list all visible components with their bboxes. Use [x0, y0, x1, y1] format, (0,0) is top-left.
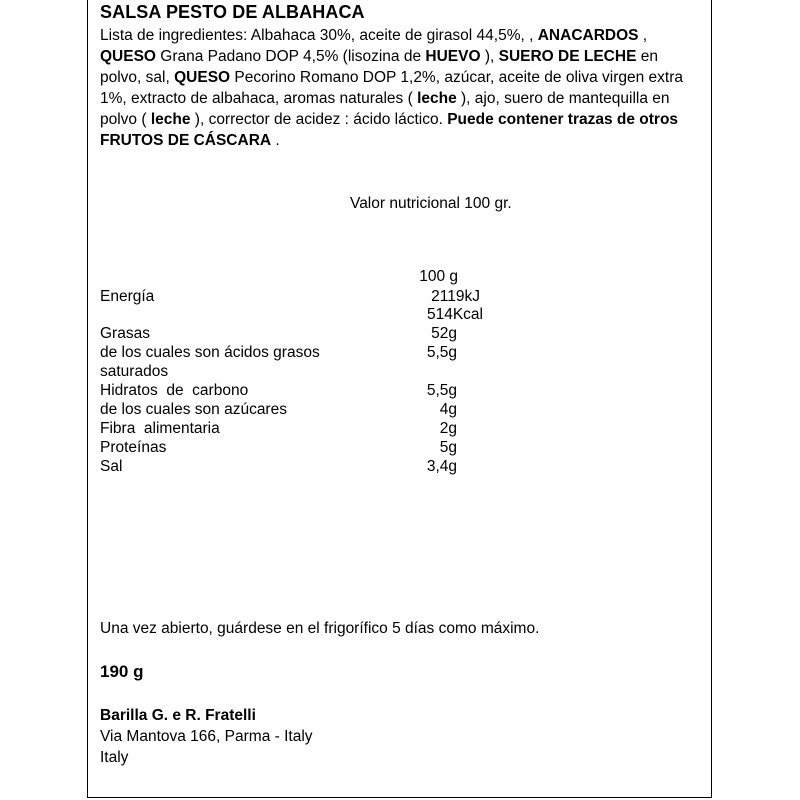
allergen-segment: Puede contener trazas de otros FRUTOS DE CÁSCARA: [100, 111, 679, 149]
nutrition-label: Hidratos de carbono: [100, 382, 249, 399]
nutrition-label: saturados: [100, 363, 169, 380]
ingredient-segment: Pecorino Romano DOP 1,2%, azúcar, aceite de oliva virgen extra 1%, extracto de albahaca, aromas naturales (: [100, 69, 683, 107]
nutrition-label: Sal: [100, 458, 123, 475]
storage-instructions: Una vez abierto, guárdese en el frigorífico 5 días como máximo.: [100, 620, 540, 637]
ingredient-segment: ,: [638, 27, 648, 44]
nutrition-row: [100, 458, 500, 477]
ingredient-segment: ), corrector de acidez : ácido láctico.: [190, 111, 448, 128]
nutrition-value: 2119kJ: [431, 288, 480, 305]
nutrition-value: 5g: [439, 439, 457, 456]
allergen-segment: QUESO: [174, 69, 231, 86]
nutrition-label: de los cuales son azúcares: [100, 401, 287, 418]
allergen-segment: QUESO: [100, 48, 156, 65]
nutrition-value: 514Kcal: [426, 306, 483, 323]
nutrition-label: Energía: [100, 288, 155, 305]
nutrition-label: de los cuales son ácidos grasos: [100, 344, 320, 361]
allergen-segment: HUEVO: [425, 48, 481, 65]
nutrition-row: [100, 363, 500, 382]
nutrition-row: [100, 420, 500, 439]
nutrition-row: [100, 325, 500, 344]
nutrition-row: [100, 439, 500, 458]
nutrition-value: 3,4g: [426, 458, 457, 475]
product-title: SALSA PESTO DE ALBAHACA: [100, 2, 365, 22]
nutrition-row: [100, 382, 500, 401]
nutrition-heading: Valor nutricional 100 gr.: [350, 195, 512, 212]
nutrition-row: [100, 306, 500, 325]
nutrition-label: Grasas: [100, 325, 150, 342]
nutrition-row: [100, 344, 500, 363]
ingredient-segment: .: [271, 132, 280, 149]
nutrition-column-header: 100 g: [419, 268, 458, 285]
nutrition-value: 5,5g: [426, 382, 457, 399]
nutrition-label: Fibra alimentaria: [100, 420, 220, 437]
nutrition-value: 5,5g: [426, 344, 457, 361]
nutrition-label: Proteínas: [100, 439, 167, 456]
nutrition-row: [100, 288, 500, 307]
allergen-segment: leche: [417, 90, 457, 107]
ingredients-list: [100, 25, 700, 151]
nutrition-value: 2g: [439, 420, 457, 437]
nutrition-column-header-row: [100, 268, 500, 287]
allergen-segment: SUERO DE LECHE: [498, 48, 637, 65]
allergen-segment: ANACARDOS: [537, 27, 639, 44]
net-weight: 190 g: [100, 662, 144, 681]
manufacturer-address: Via Mantova 166, Parma - Italy: [100, 728, 313, 745]
nutrition-value: 52g: [431, 325, 457, 342]
ingredient-segment: Lista de ingredientes: Albahaca 30%, aceite de girasol 44,5%, ,: [100, 27, 538, 44]
ingredient-segment: en polvo, sal,: [100, 48, 658, 86]
ingredient-segment: ), ajo, suero de mantequilla en polvo (: [100, 90, 670, 128]
ingredient-segment: Grana Padano DOP 4,5% (lisozina de: [155, 48, 426, 65]
manufacturer-country: Italy: [100, 749, 129, 766]
manufacturer-name: Barilla G. e R. Fratelli: [100, 707, 256, 724]
allergen-segment: leche: [150, 111, 191, 128]
nutrition-value: 4g: [439, 401, 457, 418]
ingredient-segment: ),: [480, 48, 499, 65]
nutrition-row: [100, 401, 500, 420]
